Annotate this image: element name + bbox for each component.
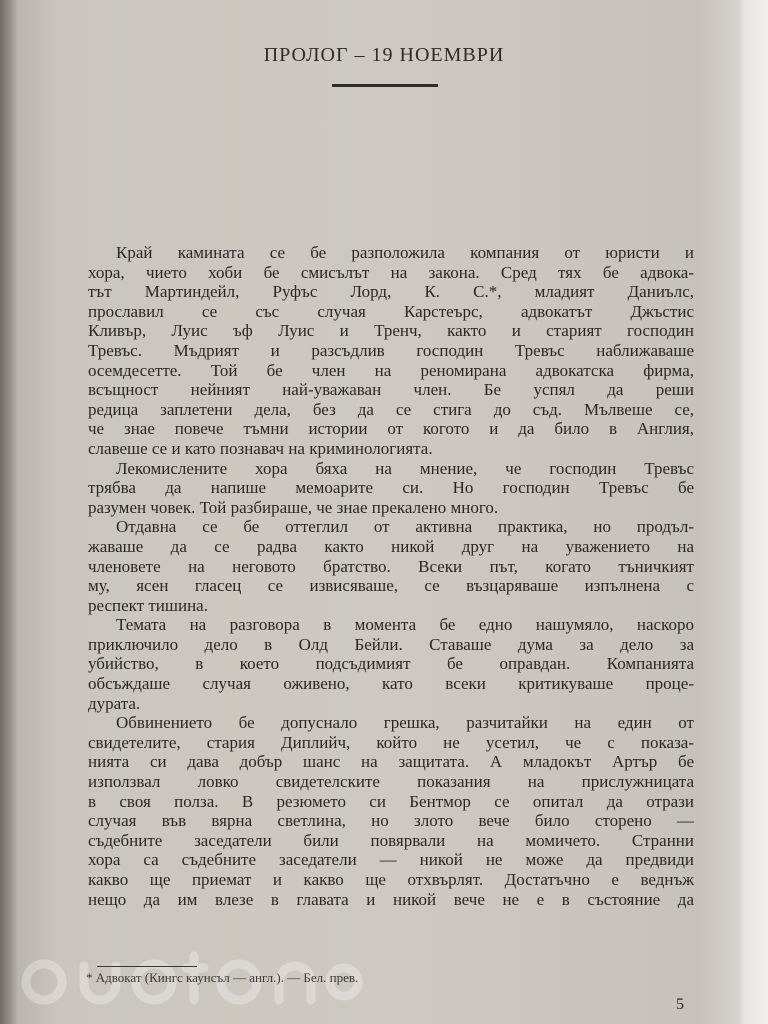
text-line: тът Мартиндейл, Руфъс Лорд, К. С.*, младият Даниълс, bbox=[88, 282, 694, 302]
text-line: Лекомислените хора бяха на мнение, че господин Тревъс bbox=[116, 458, 694, 478]
text-line: хора са съдебните заседатели — никой не може да предвиди bbox=[88, 850, 694, 870]
title-underline bbox=[332, 84, 438, 87]
text-line: Обвинението бе допуснало грешка, разчитайки на един от bbox=[116, 713, 694, 733]
text-line: че знае повече тъмни истории от когото и да било в Англия, bbox=[88, 419, 694, 439]
text-line: Отдавна се бе оттеглил от активна практика, но продъл- bbox=[116, 517, 694, 537]
text-line: Кливър, Луис ъф Луис и Тренч, както и старият господин bbox=[88, 321, 694, 341]
footnote-divider bbox=[97, 966, 197, 967]
text-line: нещо да им влезе в главата и никой вече не е в състояние да bbox=[88, 889, 694, 909]
body-text bbox=[88, 243, 694, 909]
text-line: жаваше да се радва както никой друг на уважението на bbox=[88, 536, 694, 556]
text-line: осемдесетте. Той бе член на реномирана адвокатска фирма, bbox=[88, 360, 694, 380]
text-line: Темата на разговора в момента бе едно нашумяло, наскоро bbox=[116, 615, 694, 635]
text-line: в своя полза. В резюмето си Бентмор се опитал да отрази bbox=[88, 791, 694, 811]
text-line: хора, чието хоби бе смисълът на закона. Сред тях бе адвока- bbox=[88, 262, 694, 282]
text-line: нията си дава добър шанс на защитата. А младокът Артър бе bbox=[88, 752, 694, 772]
text-line: Край камината се бе разположила компания от юристи и bbox=[116, 243, 694, 262]
chapter-title: ПРОЛОГ – 19 НОЕМВРИ bbox=[263, 44, 505, 66]
text-line: дурата. bbox=[88, 693, 141, 713]
text-line: прославил се със случая Карстеърс, адвокатът Джъстис bbox=[88, 301, 694, 321]
text-line: редица заплетени дела, без да се стига до съд. Мълвеше се, bbox=[88, 399, 694, 419]
text-line: обсъждаше случая оживено, като всеки критикуваше проце- bbox=[88, 674, 694, 694]
text-line: всъщност нейният най-уважаван член. Бе успял да реши bbox=[88, 380, 694, 400]
text-line: Тревъс. Мъдрият и разсъдлив господин Тревъс наближаваше bbox=[88, 340, 694, 360]
text-line: разумен човек. Той разбираше, че знае прекалено много. bbox=[88, 497, 499, 517]
text-line: трябва да напише мемоарите си. Но господин Тревъс бе bbox=[88, 478, 694, 498]
page-number: 5 bbox=[676, 996, 684, 1013]
text-line: какво ще приемат и какво ще отхвърлят. Достатъчно е веднъж bbox=[88, 870, 694, 889]
text-line: славеше се и като познавач на криминологията. bbox=[88, 438, 433, 458]
text-line: членовете на неговото братство. Всеки път, когато тъничкият bbox=[88, 556, 694, 576]
text-line: използвал ловко свидетелските показания на прислужницата bbox=[88, 772, 694, 792]
footnote: * Адвокат (Кингс каунсъл — англ.). — Бел. прев. bbox=[86, 970, 359, 985]
text-line: свидетелите, стария Диплийч, който не усетил, че с показа- bbox=[88, 732, 694, 752]
text-line: му, ясен гласец се извисяваше, се възцаряваше изпълнена с bbox=[88, 576, 694, 596]
text-line: респект тишина. bbox=[88, 595, 208, 615]
text-line: случая във вярна светлина, но злото вече било сторено — bbox=[88, 811, 694, 831]
text-line: приключило дело в Олд Бейли. Ставаше дума за дело за bbox=[88, 634, 694, 654]
text-line: съдебните заседатели били повярвали на момичето. Странни bbox=[88, 830, 694, 850]
text-line: убийство, в което подсъдимият бе оправдан. Компанията bbox=[88, 654, 694, 674]
